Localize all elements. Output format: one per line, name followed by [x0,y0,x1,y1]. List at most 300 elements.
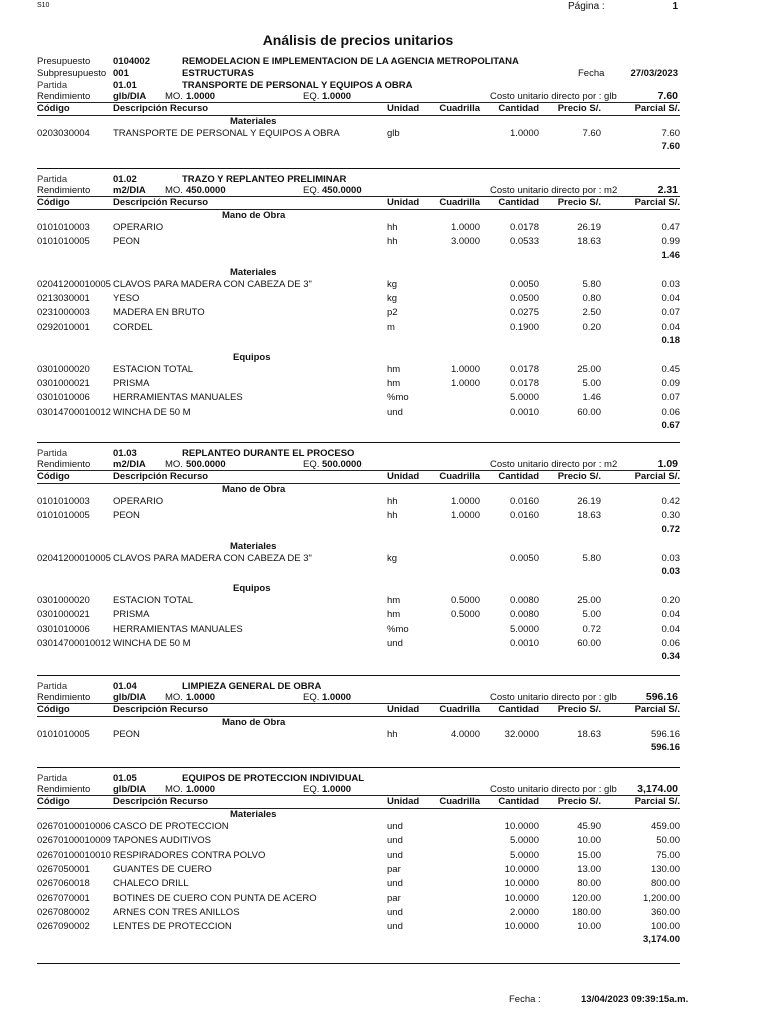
item-parcial: 100.00 [650,921,680,933]
item-unit: par [387,892,401,904]
partida-name: EQUIPOS DE PROTECCION INDIVIDUAL [182,773,365,784]
table-row [37,293,680,307]
group-title: Materiales [230,266,277,278]
col-codigo: Código [37,471,70,482]
item-cantidad: 5.0000 [509,849,539,861]
item-parcial: 0.03 [661,278,680,290]
item-unit: kg [387,552,398,564]
costo-label: Costo unitario directo por : m2 [490,459,618,470]
item-precio: 15.00 [577,849,601,861]
group-title: Materiales [230,809,277,820]
item-description: RESPIRADORES CONTRA POLVO [113,849,266,861]
item-code: 0231000003 [37,307,90,319]
costo-label: Costo unitario directo por : glb [490,784,617,795]
item-cantidad: 0.0533 [509,236,539,248]
item-precio: 120.00 [571,892,601,904]
costo-label: Costo unitario directo por : m2 [490,185,618,196]
col-parcial: Parcial S/. [634,197,680,208]
partida-separator [37,442,680,443]
item-unit: und [387,835,403,847]
item-cantidad: 10.0000 [504,821,539,832]
mo-label: MO. [165,692,183,703]
item-parcial: 0.20 [661,594,680,606]
item-cantidad: 10.0000 [504,892,539,904]
fecha-value: 27/03/2023 [630,68,678,79]
item-parcial: 0.42 [661,496,680,507]
item-cantidad: 0.0050 [509,552,539,564]
item-precio: 80.00 [577,878,601,890]
table-row [37,921,680,935]
item-parcial: 130.00 [650,863,680,875]
item-description: GUANTES DE CUERO [113,863,212,875]
partida-label: Partida [37,773,68,784]
partida-separator [37,675,680,676]
table-row [37,407,680,421]
partida-name: TRANSPORTE DE PERSONAL Y EQUIPOS A OBRA [182,80,413,91]
item-code: 03014700010012 [37,637,111,649]
col-cantidad: Cantidad [498,197,539,208]
group-subtotal: 0.67 [661,420,680,431]
item-description: YESO [113,292,140,304]
item-description: PEON [113,236,140,248]
partida-separator [37,767,680,768]
item-parcial: 0.30 [661,510,680,522]
col-precio: Precio S/. [557,796,601,807]
rendimiento-label: Rendimiento [37,185,91,196]
item-precio: 2.50 [582,307,601,319]
item-unit: hm [387,378,401,390]
table-row [37,609,680,623]
item-cuadrilla: 0.5000 [450,609,480,621]
item-code: 0301000020 [37,594,90,606]
mo-value: 450.0000 [186,185,226,196]
page-label: Página : [568,1,605,12]
item-cantidad: 0.0010 [509,637,539,649]
item-unit: hh [387,236,398,248]
mo-value: 500.0000 [186,459,226,470]
col-precio: Precio S/. [557,197,601,208]
item-description: PRISMA [113,609,150,621]
col-cuadrilla: Cuadrilla [439,197,480,208]
item-unit: und [387,906,403,918]
item-unit: hm [387,363,401,375]
mo-value: 1.0000 [186,692,216,703]
group-title: Materiales [230,540,277,552]
table-row [37,821,680,835]
col-unidad: Unidad [387,103,420,114]
item-precio: 25.00 [577,594,601,606]
page-number: 1 [672,1,678,12]
partida-label: Partida [37,174,68,185]
item-code: 0213030001 [37,292,90,304]
item-precio: 18.63 [577,729,601,740]
item-description: ARNES CON TRES ANILLOS [113,906,240,918]
item-cuadrilla: 1.0000 [450,510,480,522]
item-description: ESTACION TOTAL [113,363,194,375]
col-descripcion: Descripción Recurso [113,103,209,114]
mo-label: MO. [165,185,183,196]
item-parcial: 800.00 [650,878,680,890]
item-code: 02670100010009 [37,835,111,847]
partida-separator [37,168,680,169]
rendimiento-label: Rendimiento [37,784,91,795]
item-precio: 10.00 [577,835,601,847]
item-parcial: 0.06 [661,406,680,418]
item-description: WINCHA DE 50 M [113,637,191,649]
mo-label: MO. [165,91,183,102]
partida-code: 01.04 [113,681,137,692]
item-cuadrilla: 1.0000 [450,378,480,390]
item-description: CLAVOS PARA MADERA CON CABEZA DE 3" [113,278,312,290]
item-cantidad: 10.0000 [504,921,539,933]
col-cuadrilla: Cuadrilla [439,103,480,114]
item-cuadrilla: 0.5000 [450,594,480,606]
subpresupuesto-name: ESTRUCTURAS [182,68,254,79]
eq-value: 1.0000 [322,784,352,795]
col-parcial: Parcial S/. [634,704,680,715]
item-unit: hh [387,729,398,740]
item-parcial: 0.04 [661,609,680,621]
item-code: 0101010005 [37,236,90,248]
costo-value: 2.31 [657,184,678,196]
item-cantidad: 0.0178 [509,378,539,390]
mo-value: 1.0000 [186,91,216,102]
partida-code: 01.05 [113,773,137,784]
header-rule-bottom [37,209,680,210]
item-cantidad: 0.0275 [509,307,539,319]
item-cuadrilla: 1.0000 [450,222,480,233]
item-description: WINCHA DE 50 M [113,406,191,418]
item-code: 02041200010005 [37,552,111,564]
item-precio: 60.00 [577,637,601,649]
item-cuadrilla: 1.0000 [450,363,480,375]
item-parcial: 0.04 [661,292,680,304]
item-description: PEON [113,510,140,522]
item-code: 0267080002 [37,906,90,918]
page-title: Análisis de precios unitarios [262,32,454,48]
mo-label: MO. [165,459,183,470]
partida-label: Partida [37,448,68,459]
table-row [37,236,680,250]
item-precio: 0.72 [582,623,601,635]
rendimiento-label: Rendimiento [37,91,91,102]
item-code: 0101010005 [37,510,90,522]
item-parcial: 0.47 [661,222,680,233]
item-parcial: 0.04 [661,623,680,635]
item-cantidad: 2.0000 [509,906,539,918]
col-unidad: Unidad [387,471,420,482]
fecha-label: Fecha [578,68,605,79]
col-unidad: Unidad [387,796,420,807]
table-row [37,510,680,524]
item-cuadrilla: 3.0000 [450,236,480,248]
item-code: 03014700010012 [37,406,111,418]
col-precio: Precio S/. [557,704,601,715]
group-subtotal: 0.18 [661,334,680,346]
item-parcial: 0.09 [661,378,680,390]
col-cantidad: Cantidad [498,103,539,114]
item-unit: kg [387,278,398,290]
table-row [37,864,680,878]
item-unit: kg [387,292,398,304]
partida-name: LIMPIEZA GENERAL DE OBRA [182,681,322,692]
item-unit: p2 [387,307,398,319]
item-unit: hh [387,510,398,522]
table-row [37,279,680,293]
group-title: Mano de Obra [222,484,286,495]
item-description: BOTINES DE CUERO CON PUNTA DE ACERO [113,892,317,904]
table-row [37,496,680,510]
eq-value: 1.0000 [322,91,352,102]
item-cuadrilla: 4.0000 [450,729,480,740]
item-description: HERRAMIENTAS MANUALES [113,623,243,635]
item-code: 0267090002 [37,921,90,933]
item-cantidad: 0.0500 [509,292,539,304]
partida-code: 01.01 [113,80,137,91]
item-precio: 180.00 [571,906,601,918]
eq-label: EQ. [303,459,320,470]
item-unit: %mo [387,392,409,404]
col-precio: Precio S/. [557,103,601,114]
item-code: 0203030004 [37,128,90,139]
item-cantidad: 1.0000 [509,128,539,139]
item-description: LENTES DE PROTECCION [113,921,232,933]
presupuesto-name: REMODELACION E IMPLEMENTACION DE LA AGENCIA METROPOLITANA [182,56,519,67]
item-precio: 13.00 [577,863,601,875]
item-parcial: 0.06 [661,637,680,649]
table-row [37,878,680,892]
item-precio: 18.63 [577,510,601,522]
col-descripcion: Descripción Recurso [113,471,209,482]
item-description: CLAVOS PARA MADERA CON CABEZA DE 3" [113,552,312,564]
item-cuadrilla: 1.0000 [450,496,480,507]
partida-code: 01.03 [113,448,137,459]
group-subtotal: 7.60 [661,141,680,153]
item-cantidad: 0.0160 [509,510,539,522]
header-rule-bottom [37,716,680,717]
item-description: OPERARIO [113,496,164,507]
item-parcial: 50.00 [656,835,680,847]
item-code: 0267060018 [37,878,90,890]
item-precio: 10.00 [577,921,601,933]
item-unit: und [387,406,403,418]
rendimiento-label: Rendimiento [37,692,91,703]
col-descripcion: Descripción Recurso [113,796,209,807]
item-description: HERRAMIENTAS MANUALES [113,392,243,404]
group-subtotal: 1.46 [661,249,680,261]
item-unit: und [387,821,403,832]
col-parcial: Parcial S/. [634,471,680,482]
item-unit: m [387,321,395,333]
col-unidad: Unidad [387,197,420,208]
item-precio: 5.00 [582,378,601,390]
col-cantidad: Cantidad [498,471,539,482]
footer-fecha-label: Fecha : [509,994,541,1005]
item-unit: par [387,863,401,875]
item-code: 0292010001 [37,321,90,333]
eq-value: 1.0000 [322,692,352,703]
item-precio: 5.80 [582,278,601,290]
table-row [37,638,680,652]
item-parcial: 0.03 [661,552,680,564]
item-cantidad: 0.1900 [509,321,539,333]
costo-label: Costo unitario directo por : glb [490,692,617,703]
item-parcial: 7.60 [661,128,680,139]
col-codigo: Código [37,103,70,114]
item-code: 0267050001 [37,863,90,875]
table-row [37,595,680,609]
table-row [37,378,680,392]
item-code: 0301000021 [37,378,90,390]
item-parcial: 360.00 [650,906,680,918]
col-precio: Precio S/. [557,471,601,482]
item-precio: 60.00 [577,406,601,418]
item-description: TAPONES AUDITIVOS [113,835,212,847]
item-precio: 25.00 [577,363,601,375]
costo-value: 7.60 [657,90,678,102]
table-row [37,624,680,638]
col-parcial: Parcial S/. [634,103,680,114]
rendimiento-unit: glb/DIA [113,692,147,703]
table-row [37,364,680,378]
group-title: Equipos [233,582,271,594]
item-cantidad: 0.0160 [509,496,539,507]
group-subtotal: 3,174.00 [643,934,680,946]
group-subtotal: 0.72 [661,523,680,535]
eq-label: EQ. [303,692,320,703]
header-rule-bottom [37,115,680,116]
item-precio: 1.46 [582,392,601,404]
partida-label: Partida [37,681,68,692]
table-row [37,553,680,567]
item-parcial: 596.16 [650,729,680,740]
eq-value: 450.0000 [322,185,362,196]
item-cantidad: 10.0000 [504,878,539,890]
item-unit: und [387,849,403,861]
partida-name: TRAZO Y REPLANTEO PRELIMINAR [182,174,347,185]
item-code: 0267070001 [37,892,90,904]
group-subtotal: 596.16 [650,742,680,754]
item-code: 02670100010006 [37,821,111,832]
item-parcial: 0.07 [661,307,680,319]
subpresupuesto-code: 001 [113,68,129,79]
partida-label: Partida [37,80,68,91]
col-descripcion: Descripción Recurso [113,704,209,715]
item-code: 0101010003 [37,496,90,507]
item-cantidad: 5.0000 [509,623,539,635]
col-codigo: Código [37,796,70,807]
table-row [37,128,680,142]
costo-value: 596.16 [645,691,678,703]
item-precio: 26.19 [577,222,601,233]
item-description: OPERARIO [113,222,164,233]
item-parcial: 0.45 [661,363,680,375]
page-end-rule [37,963,680,964]
table-row [37,850,680,864]
group-title: Equipos [233,351,271,363]
item-description: CASCO DE PROTECCION [113,821,229,832]
item-unit: hm [387,594,401,606]
group-subtotal: 0.34 [661,651,680,663]
item-cantidad: 0.0050 [509,278,539,290]
item-cantidad: 10.0000 [504,863,539,875]
item-unit: %mo [387,623,409,635]
table-row [37,392,680,406]
item-description: CORDEL [113,321,153,333]
col-cuadrilla: Cuadrilla [439,704,480,715]
group-subtotal: 0.03 [661,565,680,577]
item-cantidad: 32.0000 [504,729,539,740]
item-unit: hm [387,609,401,621]
item-parcial: 75.00 [656,849,680,861]
rendimiento-unit: glb/DIA [113,784,147,795]
table-row [37,307,680,321]
item-precio: 45.90 [577,821,601,832]
item-unit: und [387,878,403,890]
eq-value: 500.0000 [322,459,362,470]
eq-label: EQ. [303,91,320,102]
partida-name: REPLANTEO DURANTE EL PROCESO [182,448,355,459]
header-rule-bottom [37,483,680,484]
item-description: CHALECO DRILL [113,878,189,890]
item-unit: hh [387,496,398,507]
group-title: Materiales [230,116,277,127]
group-title: Mano de Obra [222,210,286,221]
group-title: Mano de Obra [222,717,286,728]
col-parcial: Parcial S/. [634,796,680,807]
item-cantidad: 0.0178 [509,222,539,233]
item-description: PRISMA [113,378,150,390]
item-unit: hh [387,222,398,233]
col-cuadrilla: Cuadrilla [439,471,480,482]
rendimiento-unit: glb/DIA [113,91,147,102]
presupuesto-code: 0104002 [113,56,150,67]
item-cantidad: 0.0080 [509,609,539,621]
item-unit: und [387,637,403,649]
item-precio: 5.80 [582,552,601,564]
costo-value: 3,174.00 [637,783,678,795]
costo-label: Costo unitario directo por : glb [490,91,617,102]
rendimiento-label: Rendimiento [37,459,91,470]
table-row [37,222,680,236]
item-code: 02670100010010 [37,849,111,861]
costo-value: 1.09 [657,458,678,470]
item-cantidad: 5.0000 [509,392,539,404]
table-row [37,322,680,336]
item-code: 0301010006 [37,392,90,404]
item-parcial: 0.04 [661,321,680,333]
col-cantidad: Cantidad [498,796,539,807]
partida-code: 01.02 [113,174,137,185]
software-tag: S10 [37,2,50,9]
col-codigo: Código [37,197,70,208]
item-cantidad: 0.0080 [509,594,539,606]
item-description: MADERA EN BRUTO [113,307,205,319]
item-parcial: 0.07 [661,392,680,404]
item-unit: und [387,921,403,933]
item-description: ESTACION TOTAL [113,594,194,606]
item-code: 0301000020 [37,363,90,375]
rendimiento-unit: m2/DIA [113,185,146,196]
item-parcial: 1,200.00 [643,892,680,904]
item-precio: 0.20 [582,321,601,333]
subpresupuesto-label: Subpresupuesto [37,68,107,79]
item-precio: 5.00 [582,609,601,621]
item-code: 0101010003 [37,222,90,233]
col-codigo: Código [37,704,70,715]
item-code: 0301010006 [37,623,90,635]
item-cantidad: 0.0010 [509,406,539,418]
